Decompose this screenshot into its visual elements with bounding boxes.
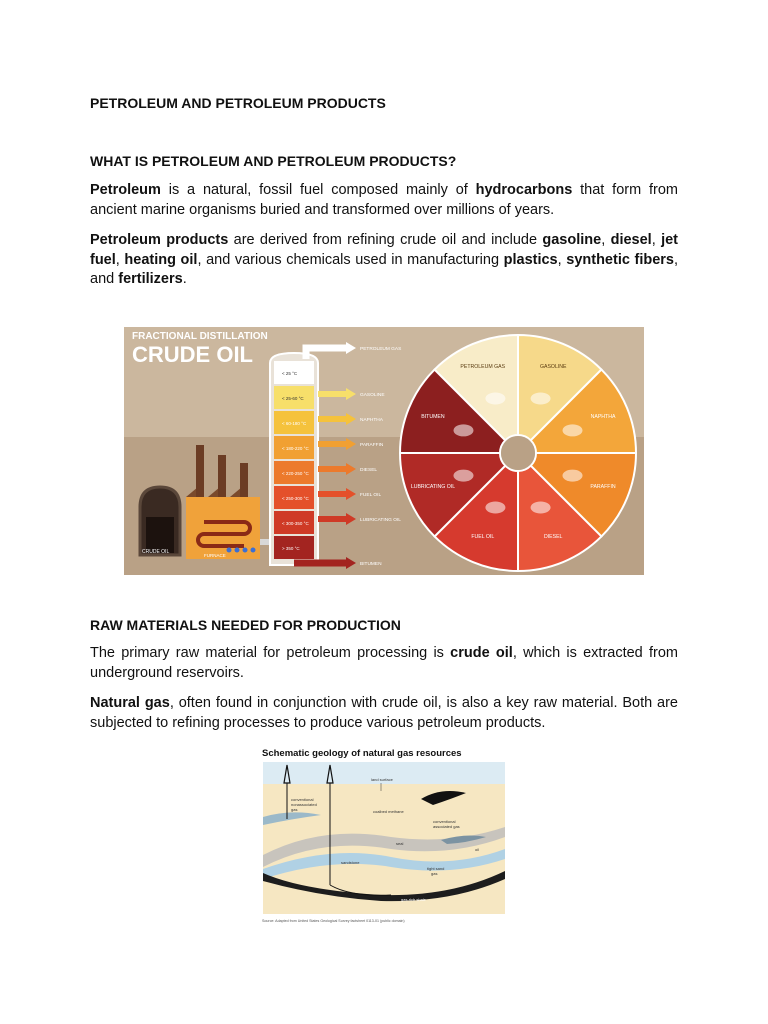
products-wheel [400, 335, 636, 571]
wheel-slice-label: LUBRICATING OIL [410, 484, 456, 491]
section-heading-what-is: WHAT IS PETROLEUM AND PETROLEUM PRODUCTS? [90, 153, 457, 169]
wheel-center [501, 436, 535, 470]
product-label: NAPHTHA [360, 418, 383, 423]
product-label: BITUMEN [360, 562, 382, 567]
label-oil: oil [475, 847, 480, 852]
natural-gas-geology-figure [261, 745, 507, 925]
wheel-slice-label: PETROLEUM GAS [460, 363, 506, 370]
wheel-slice-icon [453, 424, 473, 436]
label-associated-2: associated gas [433, 824, 460, 829]
paragraph-crude-oil: The primary raw material for petroleum processing is crude oil, which is extracted from underground reservoirs. [90, 645, 678, 681]
label-conventional-2: nonassociated [291, 802, 317, 807]
tray-temperature-label: < 300-350 °C [282, 521, 309, 526]
label-conventional-1: conventional [291, 797, 314, 802]
label-coalbed-methane: coalbed methane [373, 809, 404, 814]
product-arrow [318, 516, 346, 522]
product-arrow [318, 441, 346, 447]
label-gas-rich-shale: gas-rich shale [401, 897, 426, 902]
wheel-slice-icon [485, 392, 505, 404]
product-label: DIESEL [360, 468, 378, 473]
wheel-slice-label: PARAFFIN [590, 484, 616, 491]
fractional-distillation-figure [124, 327, 644, 575]
tray-temperature-label: < 60-180 °C [282, 421, 307, 426]
label-conventional-3: gas [291, 807, 298, 812]
furnace-label: FURNACE [204, 553, 226, 558]
document-title: PETROLEUM AND PETROLEUM PRODUCTS [90, 95, 386, 111]
paragraph-petroleum-products: Petroleum products are derived from refining crude oil and include gasoline, diesel, jet fuel, heating oil, and various chemicals used in manufacturing plastics, synthetic fibers, and fertilizers. [90, 232, 679, 287]
paragraph-petroleum-definition: Petroleum is a natural, fossil fuel composed mainly of hydrocarbons that form from ancient marine organisms buried and transformed over millions of years. [90, 182, 678, 218]
figure-title-big: CRUDE OIL [132, 342, 253, 367]
product-arrow [318, 466, 346, 472]
product-arrow [318, 391, 346, 397]
wheel-slice-label: FUEL OIL [471, 534, 495, 541]
label-land-surface: land surface [371, 777, 393, 782]
product-arrow [318, 416, 346, 422]
product-label: FUEL OIL [360, 493, 382, 498]
section-heading-raw-materials: RAW MATERIALS NEEDED FOR PRODUCTION [90, 617, 401, 633]
tray-temperature-label: < 250-300 °C [282, 496, 309, 501]
wheel-slice-icon [485, 502, 505, 514]
wheel-slice-icon [563, 424, 583, 436]
label-associated-1: conventional [433, 819, 456, 824]
distillation-column [270, 353, 318, 565]
wheel-slice-label: BITUMEN [421, 413, 445, 420]
label-tight-sand-1: tight sand [427, 866, 445, 871]
paragraph-natural-gas: Natural gas, often found in conjunction with crude oil, is also a key raw material. Both are subjected to refining processes to produce various petroleum products. [90, 695, 678, 731]
tray-temperature-label: < 220-250 °C [282, 471, 309, 476]
tray-temperature-label: < 180-220 °C [282, 446, 309, 451]
tray-temperature-label: < 25-60 °C [282, 396, 304, 401]
product-label: PARAFFIN [360, 443, 384, 448]
wheel-slice-label: NAPHTHA [590, 413, 616, 420]
product-label: GASOLINE [360, 393, 385, 398]
label-sandstone: sandstone [341, 860, 360, 865]
wheel-slice-icon [563, 470, 583, 482]
geology-figure-title: Schematic geology of natural gas resources [262, 748, 462, 759]
product-label: LUBRICATING OIL [360, 518, 401, 523]
label-tight-sand-2: gas [431, 871, 438, 876]
tray-temperature-label: > 350 °C [282, 546, 300, 551]
tray-temperature-label: < 25 °C [282, 371, 298, 376]
product-label: PETROLEUM GAS [360, 347, 402, 352]
wheel-slice-label: GASOLINE [539, 363, 567, 370]
wheel-slice-icon [453, 470, 473, 482]
geology-source-note: Source: Adapted from United States Geological Survey factsheet 0113-01 (public domain) [262, 919, 405, 923]
wheel-slice-icon [531, 502, 551, 514]
wheel-slice-label: DIESEL [543, 534, 563, 541]
figure-title-small: FRACTIONAL DISTILLATION [132, 331, 268, 342]
crude-oil-tank [140, 487, 180, 555]
label-seal: seal [396, 841, 404, 846]
tank-label: CRUDE OIL [142, 549, 170, 555]
wheel-slice-icon [531, 392, 551, 404]
product-arrow [318, 491, 346, 497]
